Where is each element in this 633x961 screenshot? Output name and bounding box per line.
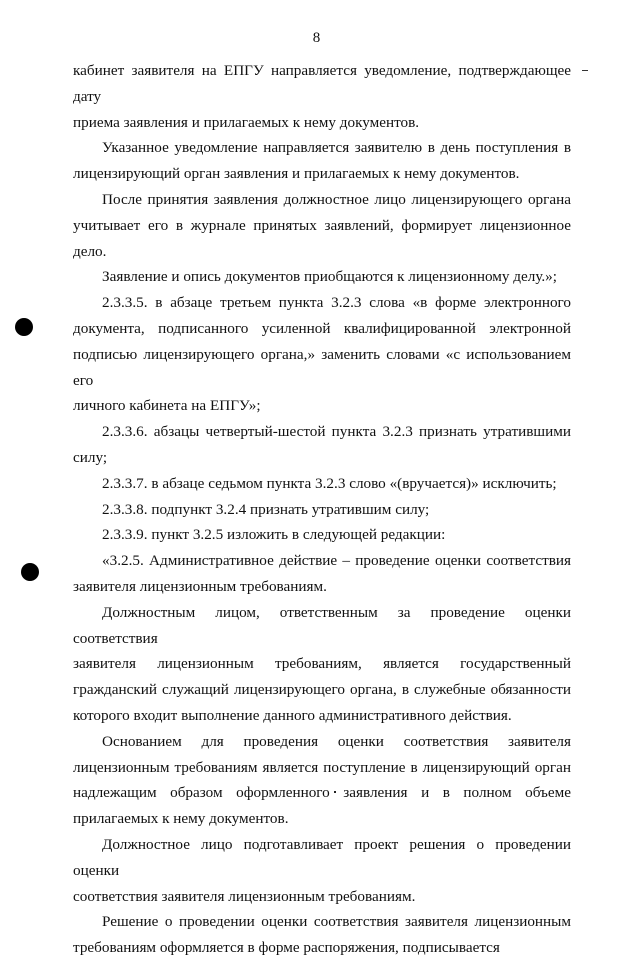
text-line: подписью лицензирующего органа,» заменить словами «с использованием его [73,345,571,389]
text-line: силу; [73,448,108,466]
text-line: Основанием для проведения оценки соответствия заявителя [102,732,571,750]
text-line: 2.3.3.8. подпункт 3.2.4 признать утратившим силу; [102,500,430,518]
text-line: «3.2.5. Административное действие – проведение оценки соответствия [102,552,571,570]
text-line: Заявление и опись документов приобщаются к лицензионному делу.»; [102,268,557,286]
text-line: приема заявления и прилагаемых к нему документов. [73,113,420,131]
text-line: надлежащим образом оформленного заявления и в полном объеме [73,784,571,802]
text-line: кабинет заявителя на ЕПГУ направляется уведомление, подтверждающее дату [73,62,571,105]
text-line: требованиям оформляется в форме распоряжения, подписывается [73,939,500,957]
text-line: учитывает его в журнале принятых заявлений, формирует лицензионное дело. [73,216,571,260]
text-line: лицензирующий орган заявления и прилагаемых к нему документов. [73,165,520,183]
text-line: 2.3.3.5. в абзаце третьем пункта 3.2.3 слова «в форме электронного [102,294,571,312]
text-line: документа, подписанного усиленной квалифицированной электронной [73,319,571,337]
edge-mark [582,70,588,71]
text-line: заявителя лицензионным требованиям, является государственный [73,655,571,673]
text-line: соответствия заявителя лицензионным требованиям. [73,887,416,905]
punch-hole-mark [21,563,39,581]
text-line: 2.3.3.9. пункт 3.2.5 изложить в следующей редакции: [102,526,446,544]
document-body [73,58,571,961]
text-line: заявителя лицензионным требованиям. [73,577,327,595]
page-number: 8 [312,30,321,46]
text-line: 2.3.3.7. в абзаце седьмом пункта 3.2.3 слово «(вручается)» исключить; [102,474,557,492]
text-line: прилагаемых к нему документов. [73,810,289,828]
text-line: гражданский служащий лицензирующего органа, в служебные обязанности [73,681,571,699]
punch-hole-mark [15,318,33,336]
text-line: Должностное лицо подготавливает проект решения о проведении оценки [73,835,571,879]
text-line: Решение о проведении оценки соответствия заявителя лицензионным [102,913,571,931]
text-line: лицензионным требованиям является поступление в лицензирующий орган [73,758,571,776]
text-line: 2.3.3.6. абзацы четвертый-шестой пункта 3.2.3 признать утратившими [102,423,571,441]
text-line: Должностным лицом, ответственным за проведение оценки соответствия [73,603,571,647]
text-line: Указанное уведомление направляется заявителю в день поступления в [102,139,571,157]
text-line: личного кабинета на ЕПГУ»; [73,397,261,415]
text-line: которого входит выполнение данного административного действия. [73,706,512,724]
text-line: После принятия заявления должностное лицо лицензирующего органа [102,190,571,208]
